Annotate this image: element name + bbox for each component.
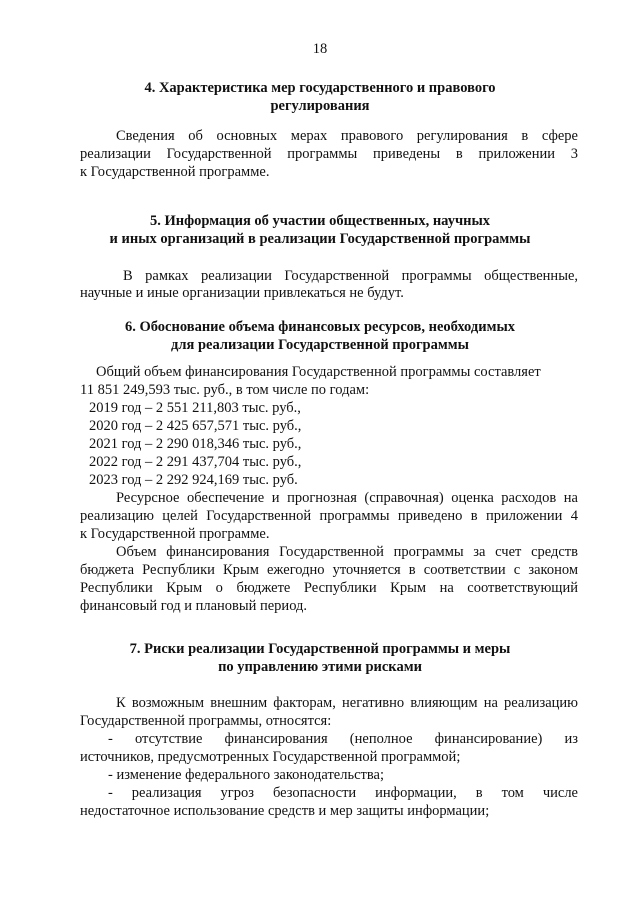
section7-item1-line2: источников, предусмотренных Государственной программой;: [80, 749, 461, 765]
section4-heading-line2: регулирования: [270, 98, 370, 114]
section5-heading-line1: 5. Информация об участии общественных, научных: [149, 213, 491, 229]
section7-intro-line2: Государственной программы, относятся:: [80, 713, 332, 729]
section4-heading-line1: 4. Характеристика мер государственного и правового: [144, 80, 496, 96]
section6-para2-line2: реализацию целей Государственной программы приведено в приложении 4: [80, 508, 578, 524]
section6-para2-line1: Ресурсное обеспечение и прогнозная (справочная) оценка расходов на: [116, 490, 578, 506]
section4-para-line2: реализации Государственной программы приведены в приложении 3: [80, 146, 578, 162]
section6-total-line1: Общий объем финансирования Государственной программы составляет: [96, 364, 541, 380]
section5-para-line1: В рамках реализации Государственной программы общественные,: [123, 268, 578, 284]
section6-para2-line3: к Государственной программе.: [80, 526, 270, 542]
section7-item2: - изменение федерального законодательства;: [108, 767, 384, 783]
section5-para-line2: научные и иные организации привлекаться не будут.: [80, 285, 404, 301]
section7-item3-line1: - реализация угроз безопасности информации, в том числе: [108, 785, 578, 801]
year-row: 2020 год – 2 425 657,571 тыс. руб.,: [89, 418, 302, 434]
section6-heading-line1: 6. Обоснование объема финансовых ресурсов, необходимых: [124, 319, 516, 335]
section6-heading-line2: для реализации Государственной программы: [171, 337, 469, 353]
section4-para-line3: к Государственной программе.: [80, 164, 270, 180]
section6-para3-line2: бюджета Республики Крым ежегодно уточняется в соответствии с законом: [80, 562, 578, 578]
section7-item3-line2: недостаточное использование средств и мер защиты информации;: [80, 803, 490, 819]
year-row: 2022 год – 2 291 437,704 тыс. руб.,: [89, 454, 302, 470]
section7-intro-line1: К возможным внешним факторам, негативно влияющим на реализацию: [116, 695, 578, 711]
section6-para3-line3: Республики Крым о бюджете Республики Крым на соответствующий: [80, 580, 578, 596]
year-row: 2023 год – 2 292 924,169 тыс. руб.: [89, 472, 298, 488]
section5-heading-line2: и иных организаций в реализации Государственной программы: [109, 231, 531, 247]
section6-para3-line4: финансовый год и плановый период.: [80, 598, 308, 614]
section6-para3-line1: Объем финансирования Государственной программы за счет средств: [116, 544, 578, 560]
page-number: 18: [312, 41, 328, 57]
section7-heading-line1: 7. Риски реализации Государственной программы и меры: [129, 641, 511, 657]
year-row: 2021 год – 2 290 018,346 тыс. руб.,: [89, 436, 302, 452]
section7-item1-line1: - отсутствие финансирования (неполное финансирование) из: [108, 731, 578, 747]
section6-total-line2: 11 851 249,593 тыс. руб., в том числе по годам:: [80, 382, 370, 398]
section7-heading-line2: по управлению этими рисками: [218, 659, 422, 675]
section4-para-line1: Сведения об основных мерах правового регулирования в сфере: [116, 128, 578, 144]
year-row: 2019 год – 2 551 211,803 тыс. руб.,: [89, 400, 301, 416]
